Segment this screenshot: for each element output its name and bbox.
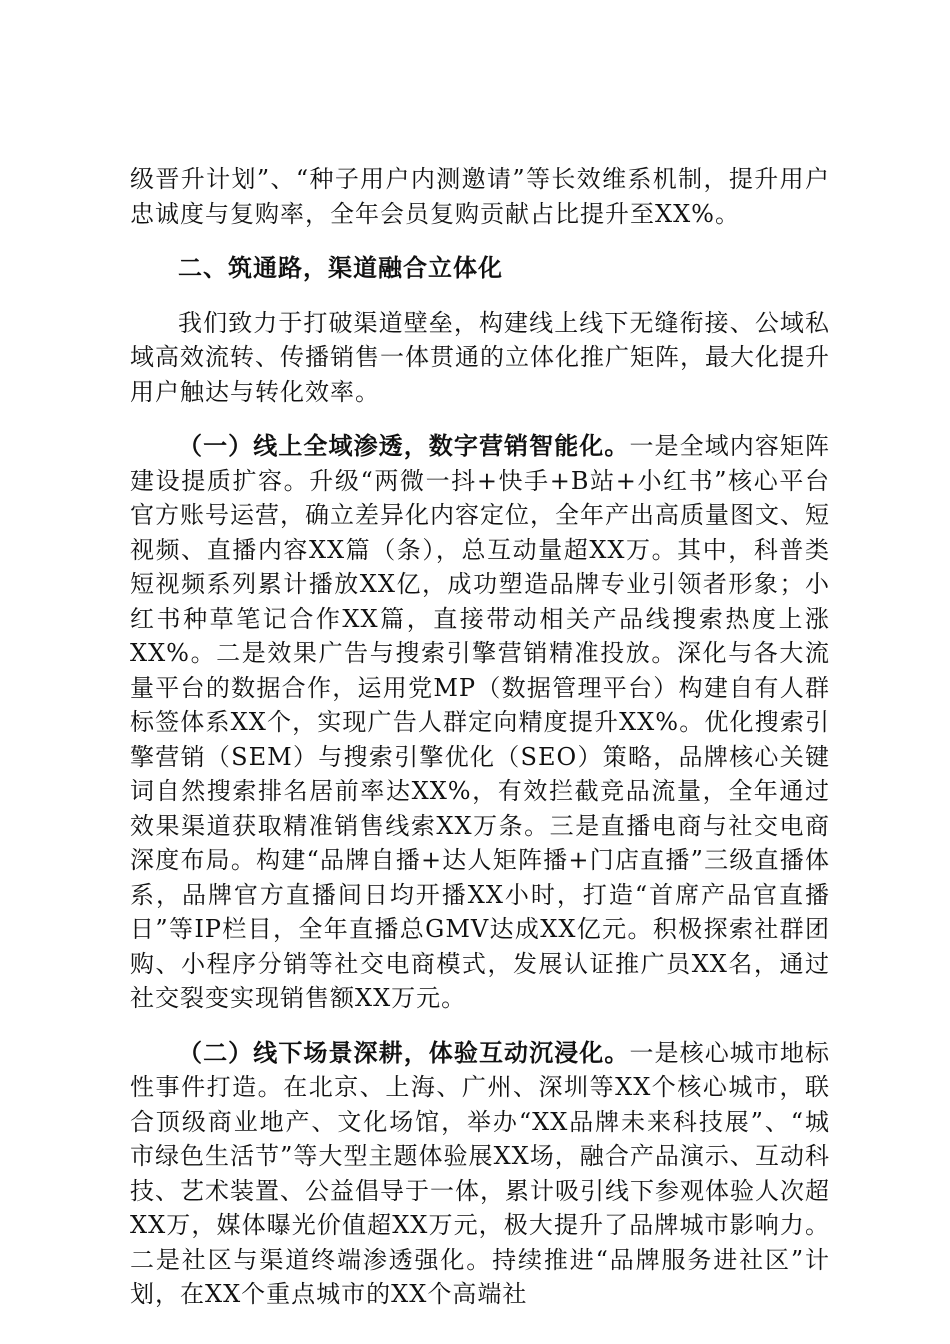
paragraph-offline	[130, 1036, 830, 1312]
paragraph-offline-body: 一是核心城市地标性事件打造。在北京、上海、广州、深圳等XX个核心城市，联合顶级商业地产、文化场馆，举办“XX品牌未来科技展”、“城市绿色生活节”等大型主题体验展XX场，融合产品演示、互动科技、艺术装置、公益倡导于一体，累计吸引线下参观体验人次超XX万，媒体曝光价值超XX万元，极大提升了品牌城市影响力。二是社区与渠道终端渗透强化。持续推进“品牌服务进社区”计划，在XX个重点城市的XX个高端社	[130, 1038, 831, 1308]
paragraph-online-body: 一是全域内容矩阵建设提质扩容。升级“两微一抖+快手+B站+小红书”核心平台官方账号运营，确立差异化内容定位，全年产出高质量图文、短视频、直播内容XX篇（条），总互动量超XX万。其中，科普类短视频系列累计播放XX亿，成功塑造品牌专业引领者形象；小红书种草笔记合作XX篇，直接带动相关产品线搜索热度上涨XX%。二是效果广告与搜索引擎营销精准投放。深化与各大流量平台的数据合作，运用党MP（数据管理平台）构建自有人群标签体系XX个，实现广告人群定向精度提升XX%。优化搜索引擎营销（SEM）与搜索引擎优化（SEO）策略，品牌核心关键词自然搜索排名居前率达XX%，有效拦截竞品流量，全年通过效果渠道获取精准销售线索XX万条。三是直播电商与社交电商深度布局。构建“品牌自播+达人矩阵播+门店直播”三级直播体系，品牌官方直播间日均开播XX小时，打造“首席产品官直播日”等IP栏目，全年直播总GMV达成XX亿元。积极探索社群团购、小程序分销等社交电商模式，发展认证推广员XX名，通过社交裂变实现销售额XX万元。	[130, 432, 831, 1012]
document-page	[130, 162, 830, 1312]
paragraph-intro: 我们致力于打破渠道壁垒，构建线上线下无缝衔接、公域私域高效流转、传播销售一体贯通的立体化推广矩阵，最大化提升用户触达与转化效率。	[130, 308, 830, 406]
subheading-online: （一）线上全域渗透，数字营销智能化。	[178, 432, 630, 460]
section-heading: 二、筑通路，渠道融合立体化	[178, 254, 503, 282]
paragraph-online	[130, 429, 830, 1016]
subheading-offline: （二）线下场景深耕，体验互动沉浸化。	[178, 1038, 630, 1067]
paragraph-continuation: 级晋升计划”、“种子用户内测邀请”等长效维系机制，提升用户忠诚度与复购率，全年会员复购贡献占比提升至XX%。	[130, 165, 830, 228]
